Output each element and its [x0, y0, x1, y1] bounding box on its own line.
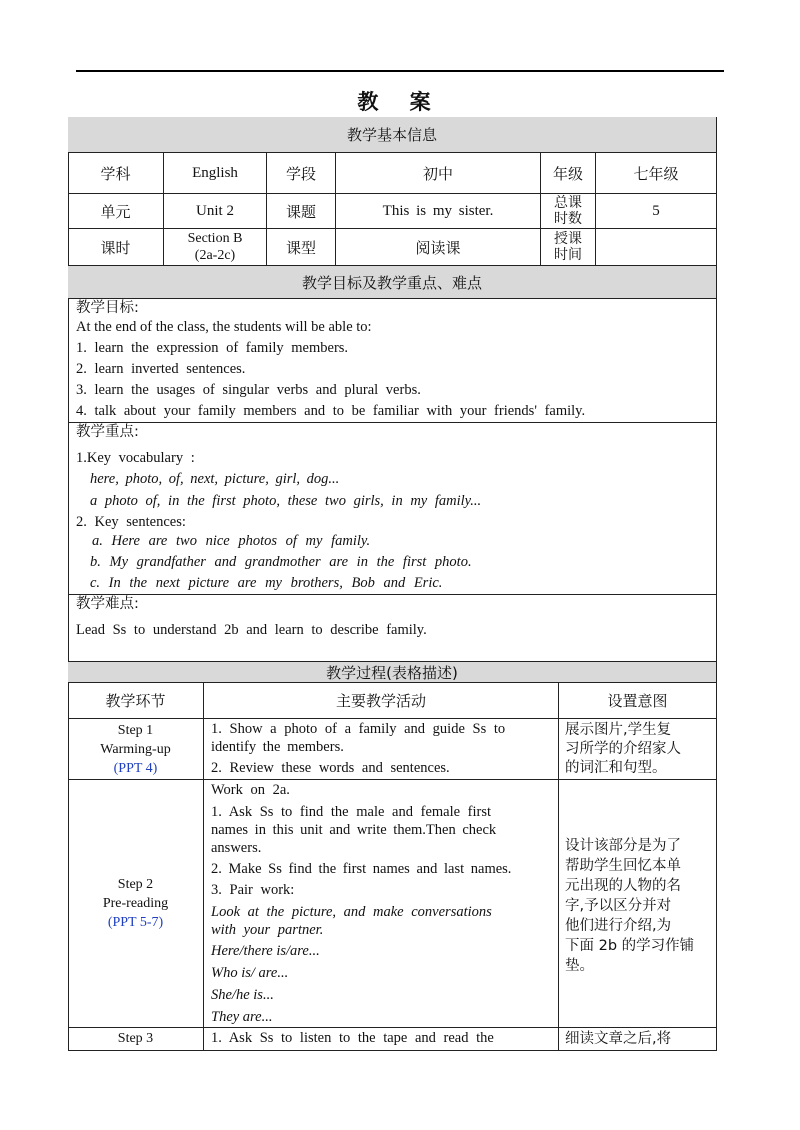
key-vocab-phrases: a photo of, in the first photo, these two girls, in my family... — [90, 493, 482, 509]
unit-value: Unit 2 — [164, 194, 267, 229]
difficulties-cell — [68, 595, 717, 662]
step1-activity-line1: 1. Show a photo of a family and guide Ss to — [211, 721, 506, 737]
goal-line-intro: At the end of the class, the students will be able to: — [76, 319, 372, 335]
step2-activity-line8: Here/there is/are... — [211, 943, 320, 959]
key-points-title: 教学重点: — [76, 424, 139, 440]
step2-purpose-line4: 字,予以区分并对 — [565, 898, 672, 914]
time-label-line1: 授课 — [554, 231, 582, 247]
stage-value: 初中 — [336, 153, 541, 194]
goals-title: 教学目标: — [76, 300, 139, 316]
step2-purpose-line6: 下面 2b 的学习作铺 — [565, 938, 695, 954]
step2-title: Step 2 — [117, 877, 154, 892]
step2-purpose-line1: 设计该部分是为了 — [565, 838, 681, 854]
topic-label: 课题 — [267, 194, 336, 229]
document-title: 教 案 — [357, 90, 443, 114]
goals-cell — [68, 299, 717, 423]
step2-activity-line1: 1. Ask Ss to find the male and female first — [211, 804, 492, 820]
time-label-line2: 时间 — [554, 247, 582, 263]
period-value-line2: (2a-2c) — [194, 248, 236, 263]
step3-purpose-line1: 细读文章之后,将 — [565, 1031, 672, 1047]
step2-purpose-line5: 他们进行介绍,为 — [565, 918, 672, 934]
key-points-cell — [68, 423, 717, 595]
step2-subtitle: Pre-reading — [102, 896, 169, 911]
key-sentence-a: a. Here are two nice photos of my family. — [92, 533, 371, 549]
step2-purpose-line3: 元出现的人物的名 — [565, 878, 681, 894]
step2-purpose-line2: 帮助学生回忆本单 — [565, 858, 681, 874]
grade-label: 年级 — [541, 153, 596, 194]
step2-activity-cell — [204, 780, 559, 1028]
unit-label: 单元 — [68, 194, 164, 229]
key-sentence-b: b. My grandfather and grandmother are in the first photo. — [90, 554, 472, 570]
subject-label: 学科 — [68, 153, 164, 194]
step1-activity-cell — [204, 719, 559, 780]
stage-label: 学段 — [267, 153, 336, 194]
total-lessons-label-line1: 总课 — [554, 195, 582, 211]
period-value-line1: Section B — [187, 231, 243, 246]
step2-name-cell — [68, 780, 204, 1028]
col-step-header: 教学环节 — [68, 683, 204, 719]
step2-activity-line2: names in this unit and write them.Then check — [211, 822, 497, 838]
step2-ppt: (PPT 5-7) — [107, 915, 164, 930]
step2-purpose-cell — [559, 780, 717, 1028]
step2-activity-line3: answers. — [211, 840, 262, 856]
key-sentence-c: c. In the next picture are my brothers, Bob and Eric. — [90, 575, 443, 591]
type-value: 阅读课 — [336, 229, 541, 266]
step3-title: Step 3 — [117, 1031, 154, 1046]
step2-purpose-line7: 垫。 — [565, 958, 594, 974]
period-value — [164, 229, 267, 266]
basic-info-header: 教学基本信息 — [68, 117, 717, 153]
subject-value: English — [164, 153, 267, 194]
step2-activity-line9: Who is/ are... — [211, 965, 289, 981]
step3-activity-line1: 1. Ask Ss to listen to the tape and read the — [211, 1030, 494, 1046]
top-rule — [76, 70, 724, 72]
step3-name-cell — [68, 1028, 204, 1051]
time-label — [541, 229, 596, 266]
step2-activity-line11: They are... — [211, 1009, 273, 1025]
total-lessons-label — [541, 194, 596, 229]
difficulties-title: 教学难点: — [76, 596, 139, 612]
step2-activity-line0: Work on 2a. — [211, 782, 290, 798]
step2-activity-line5: 3. Pair work: — [211, 882, 295, 898]
step2-activity-line4: 2. Make Ss find the first names and last names. — [211, 861, 512, 877]
step1-purpose-line2: 习所学的介绍家人 — [565, 741, 681, 757]
time-value — [596, 229, 717, 266]
topic-value: This is my sister. — [336, 194, 541, 229]
objectives-header: 教学目标及教学重点、难点 — [68, 266, 717, 299]
grade-value: 七年级 — [596, 153, 717, 194]
step1-ppt: (PPT 4) — [113, 760, 158, 776]
step2-activity-line6: Look at the picture, and make conversations — [211, 904, 492, 920]
goal-line-4: 4. talk about your family members and to be familiar with your friends' family. — [76, 403, 586, 419]
step1-purpose-line1: 展示图片,学生复 — [565, 722, 672, 738]
step2-activity-line7: with your partner. — [211, 922, 324, 938]
key-vocab-words: here, photo, of, next, picture, girl, dog... — [90, 471, 340, 487]
step3-purpose-cell — [559, 1028, 717, 1051]
period-label: 课时 — [68, 229, 164, 266]
step1-name-cell — [68, 719, 204, 780]
step2-activity-line10: She/he is... — [211, 987, 274, 1003]
goal-line-1: 1. learn the expression of family members. — [76, 340, 349, 356]
step1-title: Step 1 — [117, 722, 154, 738]
key-vocab-title: 1.Key vocabulary : — [76, 450, 195, 466]
step1-purpose-cell — [559, 719, 717, 780]
total-lessons-value: 5 — [596, 194, 717, 229]
goal-line-2: 2. learn inverted sentences. — [76, 361, 246, 377]
goal-line-3: 3. learn the usages of singular verbs and plural verbs. — [76, 382, 421, 398]
process-header: 教学过程(表格描述) — [68, 662, 717, 683]
step1-subtitle: Warming-up — [100, 741, 171, 757]
step3-activity-cell — [204, 1028, 559, 1051]
step1-activity-line3: 2. Review these words and sentences. — [211, 760, 450, 776]
col-activity-header: 主要教学活动 — [204, 683, 559, 719]
total-lessons-label-line2: 时数 — [554, 211, 582, 227]
difficulties-line: Lead Ss to understand 2b and learn to describe family. — [76, 622, 427, 638]
col-purpose-header: 设置意图 — [559, 683, 717, 719]
step1-activity-line2: identify the members. — [211, 739, 344, 755]
step1-purpose-line3: 的词汇和句型。 — [565, 760, 667, 776]
type-label: 课型 — [267, 229, 336, 266]
key-sentences-title: 2. Key sentences: — [76, 514, 186, 530]
